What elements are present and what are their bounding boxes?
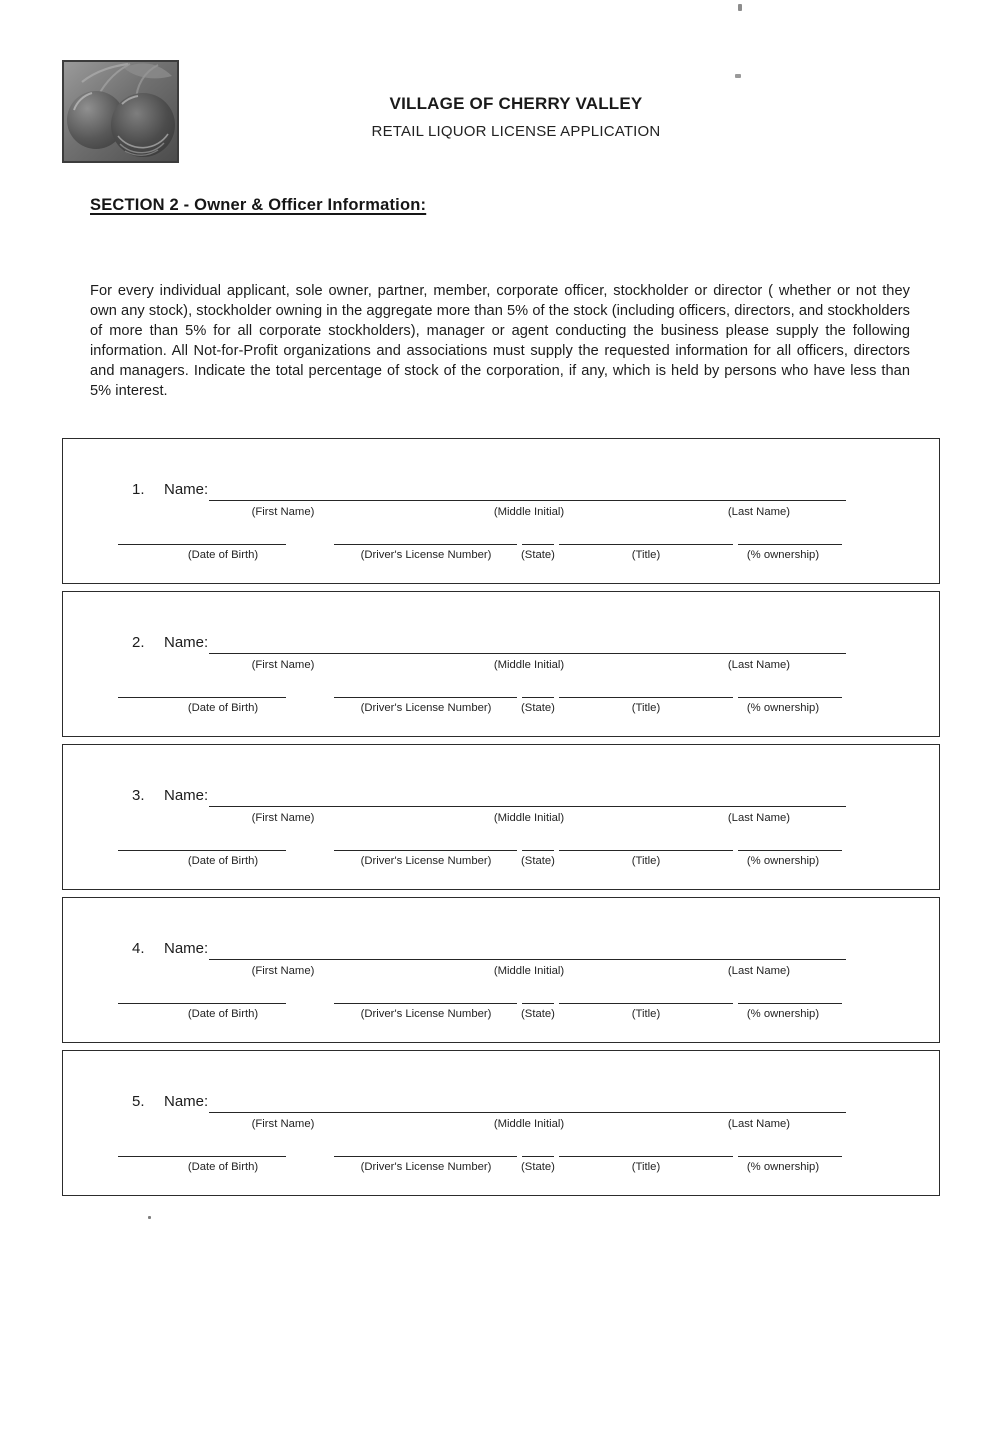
name-fill-line [209, 1091, 846, 1113]
document-title: VILLAGE OF CHERRY VALLEY [389, 94, 643, 113]
scan-speck [735, 74, 741, 78]
drivers-license-number-caption: (Driver's License Number) [360, 1161, 492, 1173]
name-fill-line [209, 938, 846, 960]
percent-ownership-caption: (% ownership) [746, 855, 820, 867]
last-name-caption: (Last Name) [727, 812, 791, 824]
percent-ownership-fill-line [738, 1136, 842, 1157]
intro-paragraph: For every individual applicant, sole owner, partner, member, corporate officer, stockholder or director ( whether or not they own any stock), stockholder owning in the aggregate more than 5% of the stock (including officers, directors, and stockholders of more than 5% for all corporate stockholders), manager or agent conducting the business please supply the following information. All Not-for-Profit organizations and associations must supply the requested information for all officers, directors and managers. Indicate the total percentage of stock of the corporation, if any, which is held by persons who have less than 5% interest. [90, 283, 910, 399]
percent-ownership-caption: (% ownership) [746, 1161, 820, 1173]
middle-initial-caption: (Middle Initial) [493, 506, 565, 518]
document-header [16, 94, 1000, 140]
date-of-birth-fill-line [118, 983, 286, 1004]
state-caption: (State) [521, 1008, 555, 1020]
first-name-caption: (First Name) [251, 812, 315, 824]
drivers-license-number-fill-line [334, 830, 517, 851]
middle-initial-caption: (Middle Initial) [493, 812, 565, 824]
last-name-caption: (Last Name) [727, 1118, 791, 1130]
percent-ownership-fill-line [738, 830, 842, 851]
drivers-license-number-fill-line [334, 1136, 517, 1157]
date-of-birth-caption: (Date of Birth) [187, 855, 259, 867]
title-caption: (Title) [631, 549, 661, 561]
state-caption: (State) [521, 702, 555, 714]
scan-speck [738, 4, 742, 11]
date-of-birth-caption: (Date of Birth) [187, 1161, 259, 1173]
owner-entry-box [62, 897, 940, 1043]
date-of-birth-fill-line [118, 677, 286, 698]
first-name-caption: (First Name) [251, 965, 315, 977]
state-fill-line [522, 983, 554, 1004]
owner-entries-list [62, 438, 940, 1203]
date-of-birth-fill-line [118, 524, 286, 545]
drivers-license-number-caption: (Driver's License Number) [360, 702, 492, 714]
percent-ownership-fill-line [738, 677, 842, 698]
section-heading: SECTION 2 - Owner & Officer Information: [90, 196, 427, 214]
name-label: Name: [164, 1093, 209, 1110]
drivers-license-number-fill-line [334, 524, 517, 545]
owner-entry-box [62, 744, 940, 890]
entry-number: 5. [132, 1093, 145, 1110]
percent-ownership-caption: (% ownership) [746, 549, 820, 561]
drivers-license-number-caption: (Driver's License Number) [360, 549, 492, 561]
date-of-birth-caption: (Date of Birth) [187, 549, 259, 561]
name-label: Name: [164, 481, 209, 498]
percent-ownership-fill-line [738, 524, 842, 545]
state-caption: (State) [521, 549, 555, 561]
name-fill-line [209, 632, 846, 654]
middle-initial-caption: (Middle Initial) [493, 659, 565, 671]
title-fill-line [559, 677, 733, 698]
state-fill-line [522, 1136, 554, 1157]
title-caption: (Title) [631, 1161, 661, 1173]
entry-number: 1. [132, 481, 145, 498]
date-of-birth-caption: (Date of Birth) [187, 702, 259, 714]
document-subtitle: RETAIL LIQUOR LICENSE APPLICATION [371, 123, 661, 140]
name-fill-line [209, 479, 846, 501]
first-name-caption: (First Name) [251, 1118, 315, 1130]
date-of-birth-fill-line [118, 830, 286, 851]
title-fill-line [559, 830, 733, 851]
name-label: Name: [164, 634, 209, 651]
owner-entry-box [62, 591, 940, 737]
name-label: Name: [164, 787, 209, 804]
middle-initial-caption: (Middle Initial) [493, 1118, 565, 1130]
state-fill-line [522, 524, 554, 545]
title-fill-line [559, 524, 733, 545]
percent-ownership-caption: (% ownership) [746, 1008, 820, 1020]
first-name-caption: (First Name) [251, 659, 315, 671]
state-fill-line [522, 677, 554, 698]
date-of-birth-caption: (Date of Birth) [187, 1008, 259, 1020]
owner-entry-box [62, 1050, 940, 1196]
drivers-license-number-fill-line [334, 983, 517, 1004]
title-fill-line [559, 1136, 733, 1157]
entry-number: 3. [132, 787, 145, 804]
entry-number: 2. [132, 634, 145, 651]
title-caption: (Title) [631, 855, 661, 867]
state-fill-line [522, 830, 554, 851]
date-of-birth-fill-line [118, 1136, 286, 1157]
percent-ownership-fill-line [738, 983, 842, 1004]
first-name-caption: (First Name) [251, 506, 315, 518]
percent-ownership-caption: (% ownership) [746, 702, 820, 714]
scan-speck [148, 1216, 151, 1219]
owner-entry-box [62, 438, 940, 584]
title-caption: (Title) [631, 1008, 661, 1020]
title-caption: (Title) [631, 702, 661, 714]
title-fill-line [559, 983, 733, 1004]
entry-number: 4. [132, 940, 145, 957]
middle-initial-caption: (Middle Initial) [493, 965, 565, 977]
state-caption: (State) [521, 1161, 555, 1173]
name-label: Name: [164, 940, 209, 957]
drivers-license-number-caption: (Driver's License Number) [360, 1008, 492, 1020]
state-caption: (State) [521, 855, 555, 867]
drivers-license-number-fill-line [334, 677, 517, 698]
name-fill-line [209, 785, 846, 807]
last-name-caption: (Last Name) [727, 659, 791, 671]
drivers-license-number-caption: (Driver's License Number) [360, 855, 492, 867]
last-name-caption: (Last Name) [727, 506, 791, 518]
last-name-caption: (Last Name) [727, 965, 791, 977]
